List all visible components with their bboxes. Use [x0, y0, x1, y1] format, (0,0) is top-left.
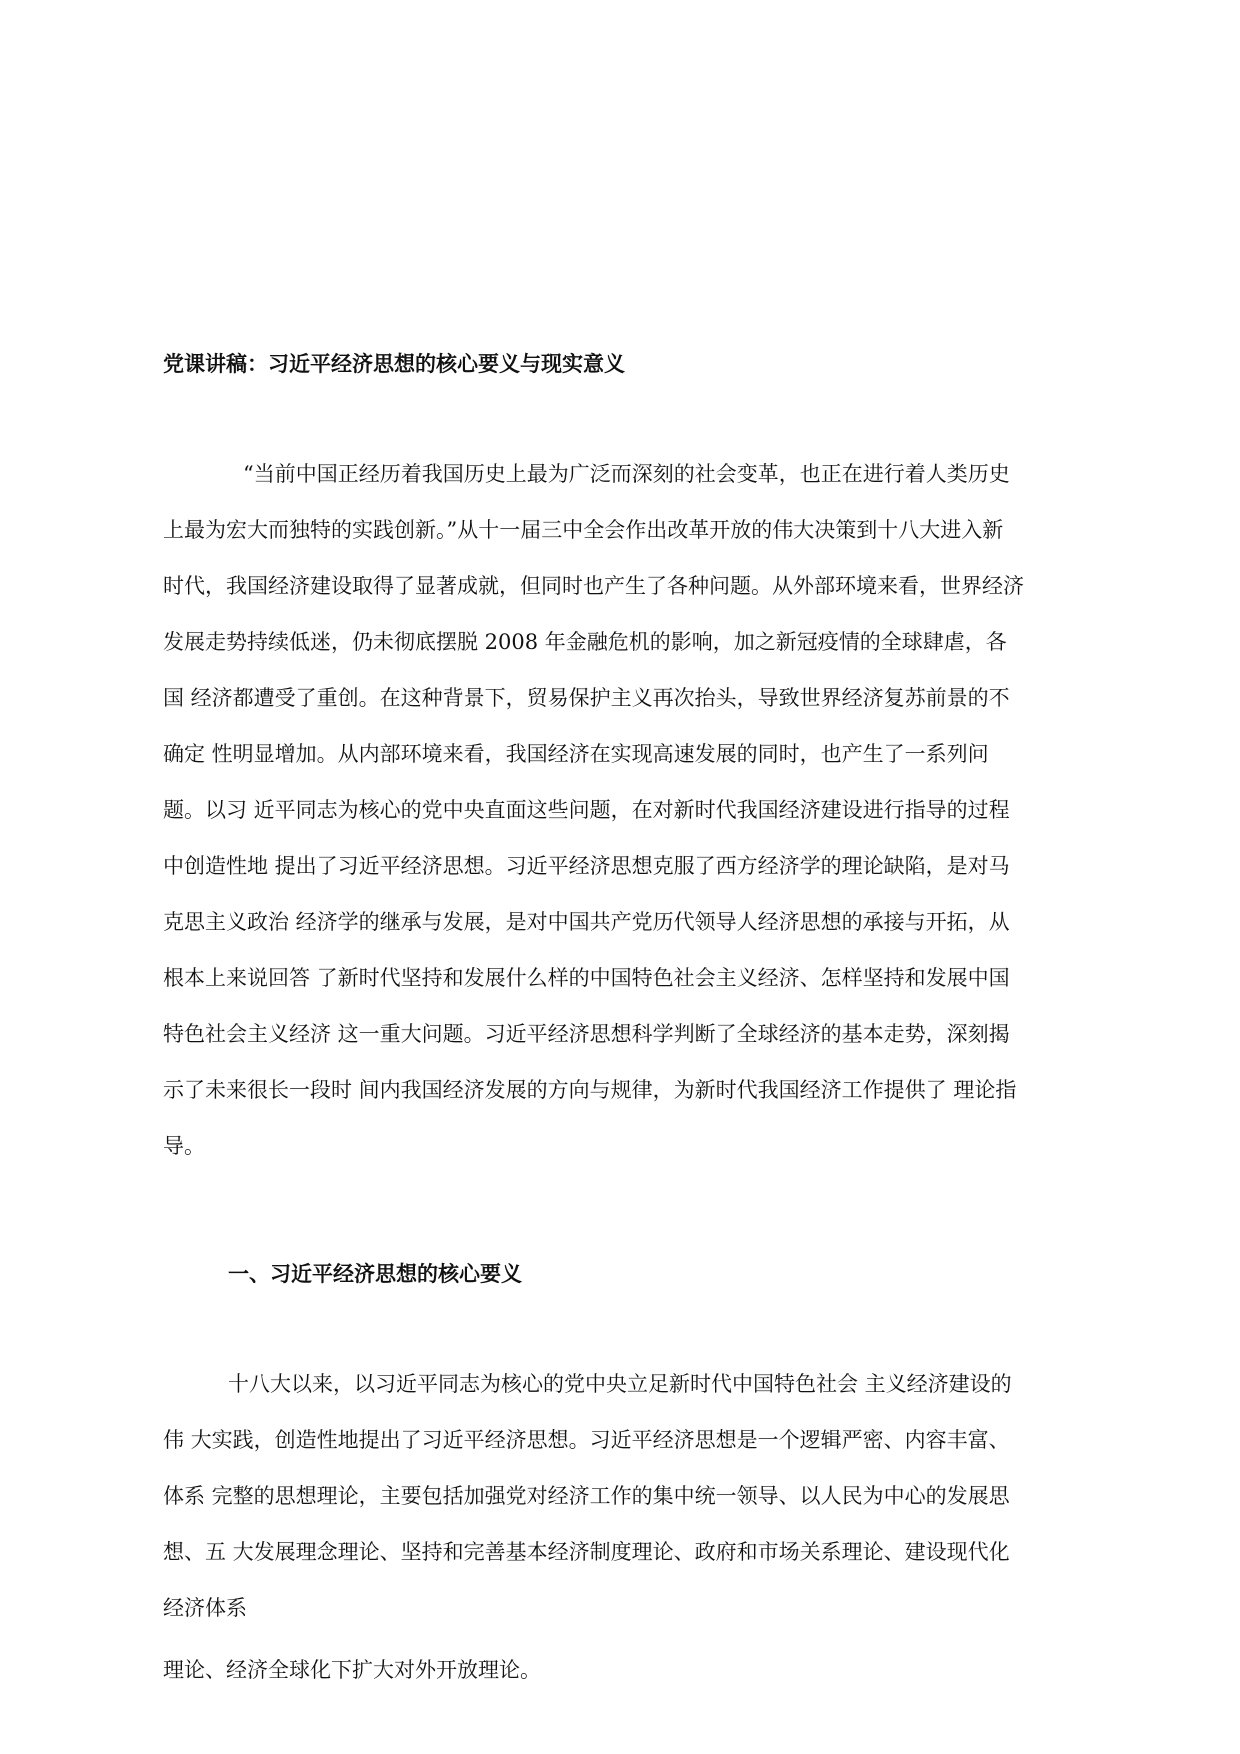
- paragraph-line: 上最为宏大而独特的实践创新。”从十一届三中全会作出改革开放的伟大决策到十八大进入新: [163, 518, 1004, 542]
- document-title: 党课讲稿：习近平经济思想的核心要义与现实意义: [163, 352, 625, 376]
- paragraph-line: 时代，我国经济建设取得了显著成就，但同时也产生了各种问题。从外部环境来看，世界经济: [163, 574, 1024, 598]
- paragraph-line: 中创造性地 提出了习近平经济思想。习近平经济思想克服了西方经济学的理论缺陷，是对马: [163, 854, 1010, 878]
- paragraph-line: 导。: [163, 1134, 205, 1158]
- section-heading: 一、习近平经济思想的核心要义: [228, 1262, 522, 1286]
- paragraph-line: 经济体系: [163, 1596, 247, 1620]
- paragraph-line: 想、五 大发展理念理论、坚持和完善基本经济制度理论、政府和市场关系理论、建设现代化: [163, 1540, 1010, 1564]
- paragraph-line: 题。以习 近平同志为核心的党中央直面这些问题，在对新时代我国经济建设进行指导的过程: [163, 798, 1010, 822]
- paragraph-line: 克思主义政治 经济学的继承与发展，是对中国共产党历代领导人经济思想的承接与开拓，从: [163, 910, 1010, 934]
- paragraph-line: 根本上来说回答 了新时代坚持和发展什么样的中国特色社会主义经济、怎样坚持和发展中国: [163, 966, 1010, 990]
- paragraph-line: 特色社会主义经济 这一重大问题。习近平经济思想科学判断了全球经济的基本走势，深刻揭: [163, 1022, 1010, 1046]
- paragraph-line: 理论、经济全球化下扩大对外开放理论。: [163, 1658, 541, 1682]
- paragraph-line: 国 经济都遭受了重创。在这种背景下，贸易保护主义再次抬头，导致世界经济复苏前景的不: [163, 686, 1010, 710]
- paragraph-line: 十八大以来，以习近平同志为核心的党中央立足新时代中国特色社会 主义经济建设的: [228, 1372, 1012, 1396]
- paragraph-line: 伟 大实践，创造性地提出了习近平经济思想。习近平经济思想是一个逻辑严密、内容丰富、: [163, 1428, 1010, 1452]
- paragraph-line: 示了未来很长一段时 间内我国经济发展的方向与规律，为新时代我国经济工作提供了 理论指: [163, 1078, 1017, 1102]
- paragraph-line: 发展走势持续低迷，仍未彻底摆脱 2008 年金融危机的影响，加之新冠疫情的全球肆虐，各: [163, 630, 1007, 654]
- paragraph-line: “当前中国正经历着我国历史上最为广泛而深刻的社会变革，也正在进行着人类历史: [243, 462, 1010, 486]
- paragraph-line: 体系 完整的思想理论，主要包括加强党对经济工作的集中统一领导、以人民为中心的发展思: [163, 1484, 1010, 1508]
- paragraph-line: 确定 性明显增加。从内部环境来看，我国经济在实现高速发展的同时，也产生了一系列问: [163, 742, 989, 766]
